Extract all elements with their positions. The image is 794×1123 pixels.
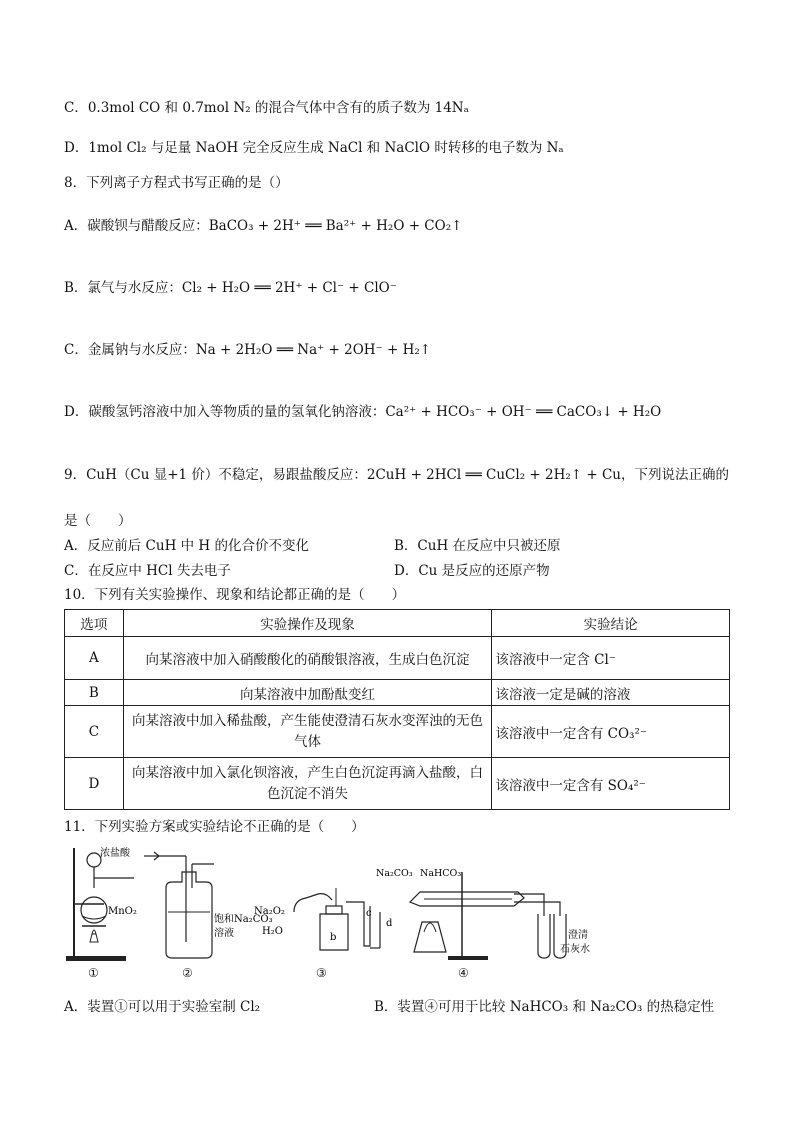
label-h2o: H₂O bbox=[262, 926, 283, 937]
q10-table bbox=[64, 609, 730, 810]
apparatus-number-1: ① bbox=[88, 966, 99, 980]
table-row bbox=[65, 706, 730, 758]
label-solution: 溶液 bbox=[214, 928, 234, 939]
label-sat-na2co3: 饱和Na₂CO₃ bbox=[214, 914, 273, 925]
q9-option-c: C．在反应中 HCl 失去电子 bbox=[64, 563, 231, 579]
q8-option-a: A．碳酸钡与醋酸反应：BaCO₃ + 2H⁺ ══ Ba²⁺ + H₂O + CO₂↑ bbox=[64, 218, 463, 234]
q8-option-c: C．金属钠与水反应：Na + 2H₂O ══ Na⁺ + 2OH⁻ + H₂↑ bbox=[64, 342, 432, 358]
q9-stem: 9．CuH（Cu 显+1 价）不稳定，易跟盐酸反应：2CuH + 2HCl ══ CuCl₂ + 2H₂↑ + Cu，下列说法正确的 bbox=[64, 467, 729, 483]
table-row bbox=[65, 680, 730, 706]
table-header-operation: 实验操作及现象 bbox=[123, 610, 492, 637]
table-cell-option: A bbox=[65, 637, 124, 680]
label-mno2: MnO₂ bbox=[108, 906, 137, 917]
label-na2o2: Na₂O₂ bbox=[254, 906, 285, 917]
apparatus-number-4: ④ bbox=[458, 966, 469, 980]
label-d: d bbox=[386, 918, 393, 929]
q9-option-b: B．CuH 在反应中只被还原 bbox=[394, 538, 561, 554]
table-cell-option: B bbox=[65, 680, 124, 706]
q11-stem: 11．下列实验方案或实验结论不正确的是（ ） bbox=[64, 819, 365, 835]
q9-option-a: A．反应前后 CuH 中 H 的化合价不变化 bbox=[64, 538, 309, 554]
table-cell-option: C bbox=[65, 706, 124, 758]
table-row bbox=[65, 637, 730, 680]
table-cell-operation: 向某溶液中加入稀盐酸，产生能使澄清石灰水变浑浊的无色气体 bbox=[123, 706, 492, 758]
table-cell-conclusion: 该溶液中一定含有 CO₃²⁻ bbox=[492, 706, 730, 758]
q7-option-c: C．0.3mol CO 和 0.7mol N₂ 的混合气体中含有的质子数为 14Nₐ bbox=[64, 100, 469, 116]
q9-stem-cont: 是（ ） bbox=[64, 513, 132, 529]
q8-stem: 8．下列离子方程式书写正确的是（） bbox=[64, 175, 289, 191]
table-cell-conclusion: 该溶液中一定含 Cl⁻ bbox=[492, 637, 730, 680]
label-na2co3: Na₂CO₃ bbox=[376, 868, 413, 879]
label-c: c bbox=[366, 908, 372, 919]
table-header-conclusion: 实验结论 bbox=[492, 610, 730, 637]
label-conc-hcl: 浓盐酸 bbox=[100, 848, 130, 859]
apparatus-1-diagram bbox=[64, 842, 144, 966]
label-b: b bbox=[330, 932, 337, 943]
apparatus-number-2: ② bbox=[182, 966, 193, 980]
label-nahco3: NaHCO₃ bbox=[420, 868, 462, 879]
table-cell-operation: 向某溶液中加入氯化钡溶液，产生白色沉淀再滴入盐酸，白色沉淀不消失 bbox=[123, 758, 492, 810]
table-cell-operation: 向某溶液中加酚酞变红 bbox=[123, 680, 492, 706]
table-cell-conclusion: 该溶液中一定含有 SO₄²⁻ bbox=[492, 758, 730, 810]
q10-stem: 10．下列有关实验操作、现象和结论都正确的是（ ） bbox=[64, 587, 406, 603]
q8-option-b: B．氯气与水反应：Cl₂ + H₂O ══ 2H⁺ + Cl⁻ + ClO⁻ bbox=[64, 280, 397, 296]
table-cell-option: D bbox=[65, 758, 124, 810]
label-limewater-2: 石灰水 bbox=[560, 944, 590, 955]
q11-option-a: A．装置①可以用于实验室制 Cl₂ bbox=[64, 999, 261, 1015]
q8-option-d: D．碳酸氢钙溶液中加入等物质的量的氢氧化钠溶液：Ca²⁺ + HCO₃⁻ + OH⁻ ══ CaCO₃↓ + H₂O bbox=[64, 404, 662, 420]
q7-option-d: D．1mol Cl₂ 与足量 NaOH 完全反应生成 NaCl 和 NaClO 时转移的电子数为 Nₐ bbox=[64, 140, 564, 156]
table-cell-operation: 向某溶液中加入硝酸酸化的硝酸银溶液，生成白色沉淀 bbox=[123, 637, 492, 680]
q11-option-b: B．装置④可用于比较 NaHCO₃ 和 Na₂CO₃ 的热稳定性 bbox=[374, 999, 715, 1015]
label-limewater-1: 澄清 bbox=[568, 930, 588, 941]
table-header-option: 选项 bbox=[65, 610, 124, 637]
table-row bbox=[65, 758, 730, 810]
apparatus-number-3: ③ bbox=[316, 966, 327, 980]
q9-option-d: D．Cu 是反应的还原产物 bbox=[394, 563, 550, 579]
table-cell-conclusion: 该溶液一定是碱的溶液 bbox=[492, 680, 730, 706]
table-header-row bbox=[65, 610, 730, 637]
apparatus-figure bbox=[64, 842, 744, 982]
apparatus-4-diagram bbox=[374, 842, 590, 966]
